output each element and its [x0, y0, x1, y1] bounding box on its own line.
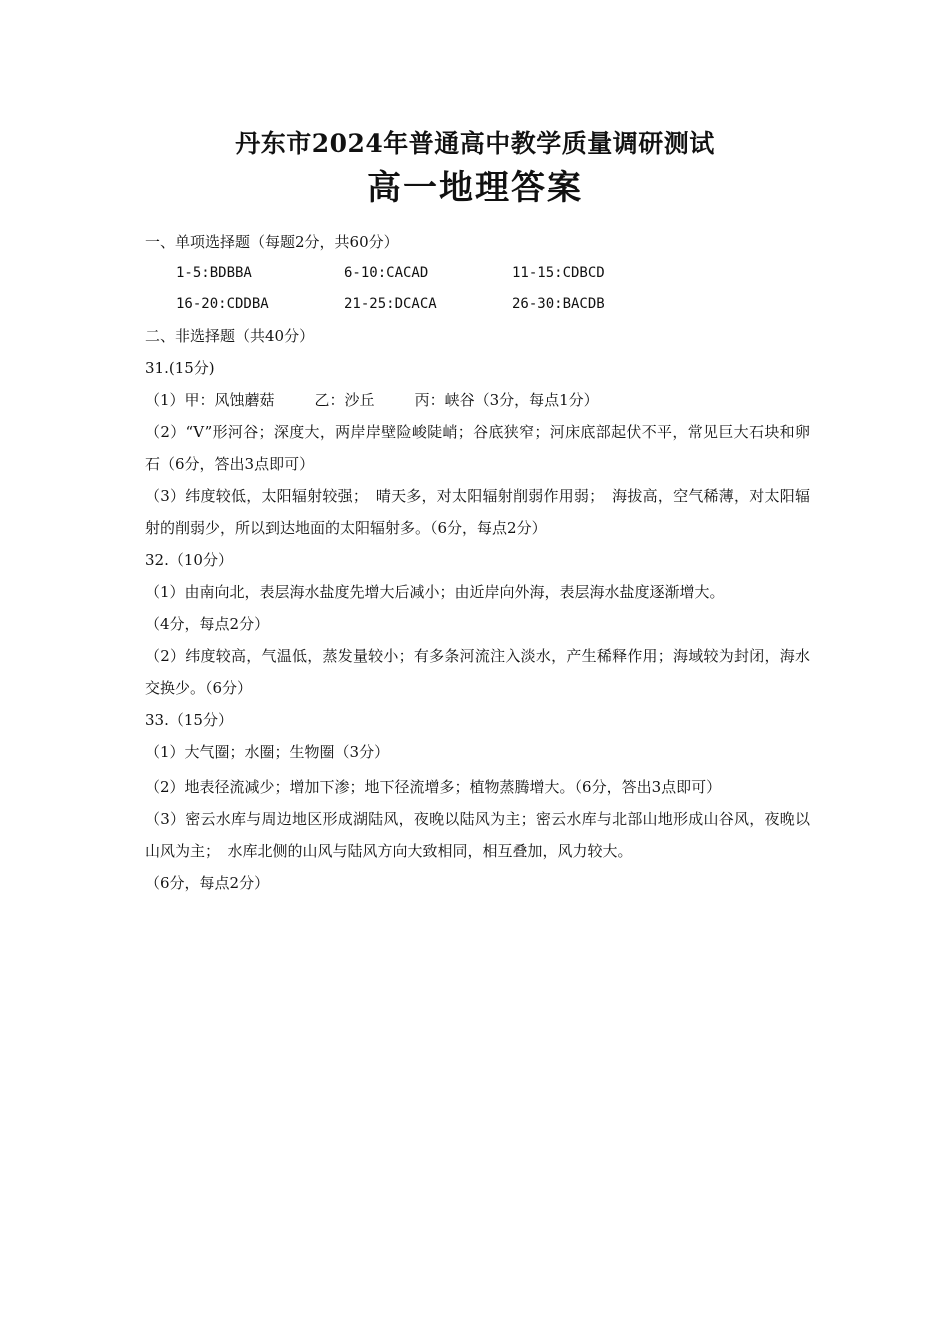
question-31-part-3: （3）纬度较低，太阳辐射较强； 晴天多，对太阳辐射削弱作用弱； 海拔高，空气稀薄，对太阳辐射的削弱少，所以到达地面的太阳辐射多。（6分，每点2分）	[145, 487, 810, 537]
question-33-label: 33.（15分）	[145, 711, 233, 729]
question-32-part-1: （1）由南向北，表层海水盐度先增大后减小；由近岸向外海，表层海水盐度逐渐增大。	[145, 583, 725, 601]
question-32-part-2: （2）纬度较高，气温低，蒸发量较小；有多条河流注入淡水，产生稀释作用；海域较为封闭，海水交换少。（6分）	[145, 647, 810, 697]
answer-group: 1-5:BDBBA	[176, 265, 252, 281]
document-title: 高一地理答案	[367, 168, 583, 208]
question-31-label: 31.(15分)	[145, 359, 215, 377]
answer-text: 丙：峡谷（3分，每点1分）	[414, 391, 599, 409]
answer-text: （1）甲：风蚀蘑菇	[145, 391, 275, 409]
answer-group: 21-25:DCACA	[344, 296, 437, 312]
answer-text: 乙：沙丘	[314, 391, 375, 409]
question-32-part-1-score: （4分，每点2分）	[145, 615, 270, 633]
exam-title: 丹东市2024年普通高中教学质量调研测试	[235, 129, 715, 158]
answer-group: 26-30:BACDB	[512, 296, 605, 312]
question-33-part-3-score: （6分，每点2分）	[145, 874, 270, 892]
question-31-part-1	[145, 384, 810, 416]
answer-group: 6-10:CACAD	[344, 265, 429, 281]
answer-group: 16-20:CDDBA	[176, 296, 269, 312]
question-33-part-3: （3）密云水库与周边地区形成湖陆风，夜晚以陆风为主；密云水库与北部山地形成山谷风，夜晚以山风为主； 水库北侧的山风与陆风方向大致相同，相互叠加，风力较大。	[145, 810, 810, 860]
question-33-part-2: （2）地表径流减少；增加下渗；地下径流增多；植物蒸腾增大。（6分，答出3点即可）	[145, 778, 722, 796]
question-33-part-1: （1）大气圈；水圈；生物圈（3分）	[145, 743, 390, 761]
question-32-label: 32.（10分）	[145, 551, 233, 569]
answer-content	[145, 226, 810, 899]
choice-answer-row	[145, 258, 810, 289]
answer-group: 11-15:CDBCD	[512, 265, 605, 281]
question-31-part-2: （2）“V”形河谷；深度大，两岸岸壁险峻陡峭；谷底狭窄；河床底部起伏不平，常见巨大石块和卵石（6分，答出3点即可）	[145, 423, 810, 473]
choice-answer-row	[145, 289, 810, 320]
section-heading-choice: 一、单项选择题（每题2分，共60分）	[145, 233, 399, 251]
section-heading-non-choice: 二、非选择题（共40分）	[145, 327, 315, 345]
